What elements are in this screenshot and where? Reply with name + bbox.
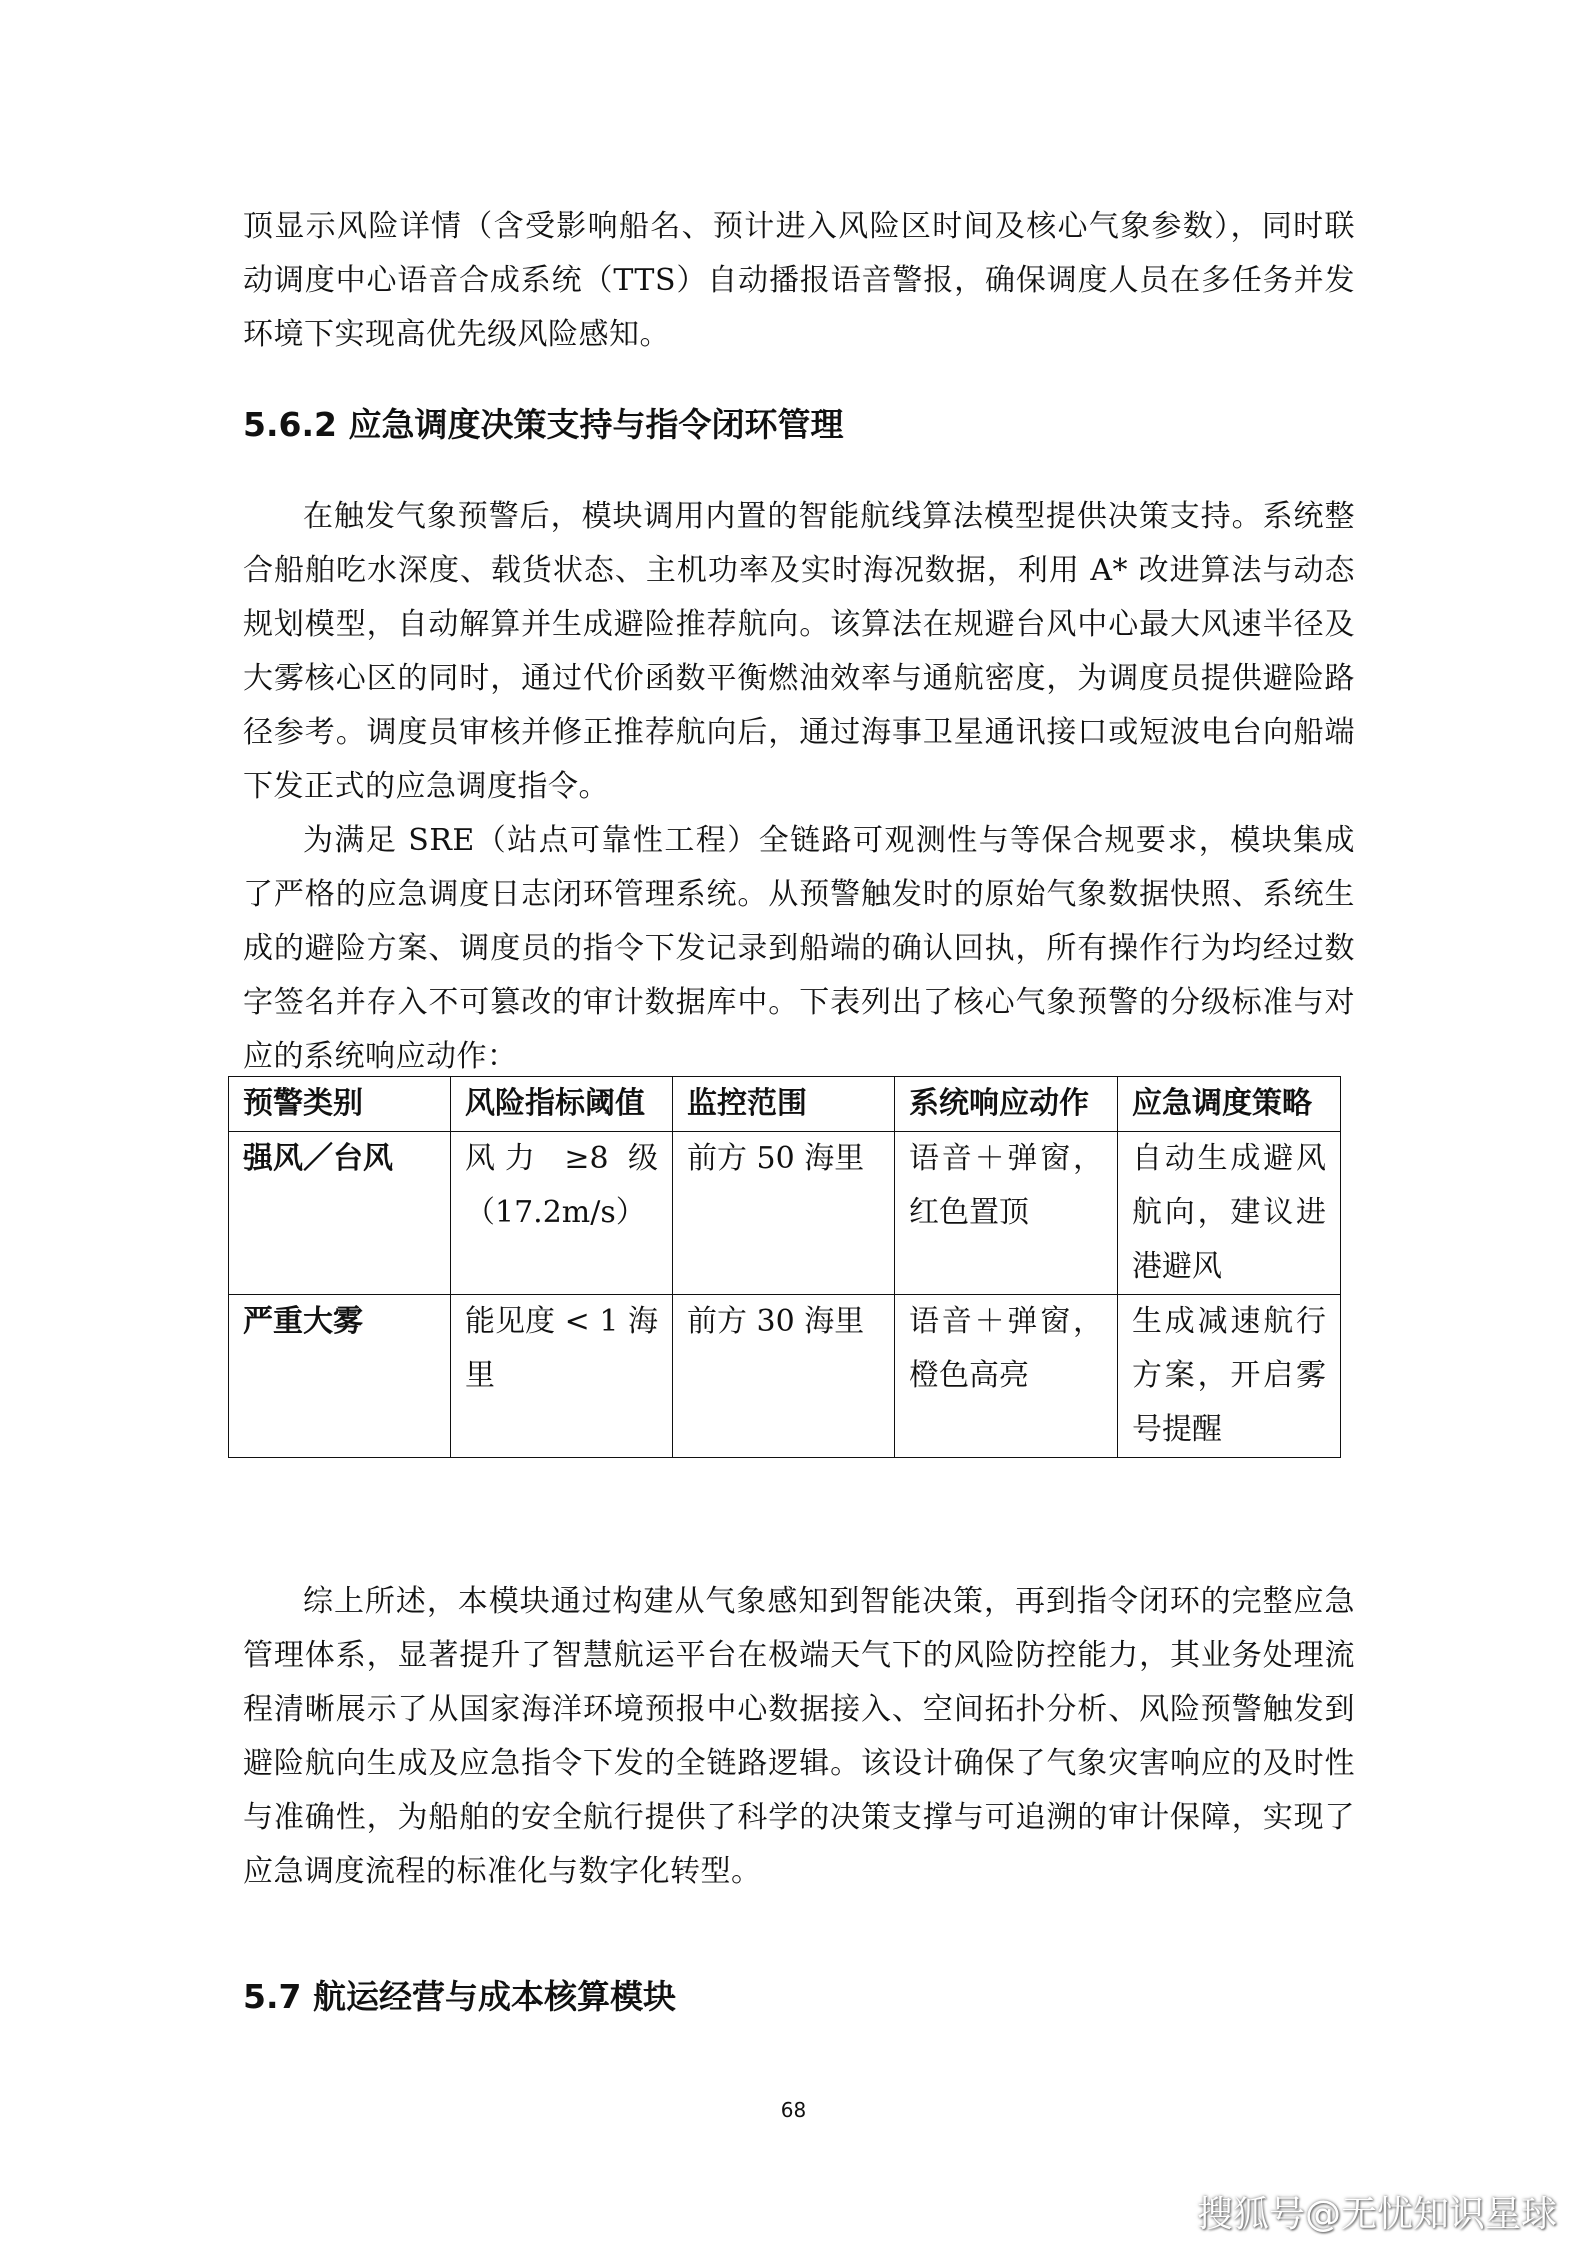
table-cell: 语音＋弹窗，橙色高亮 — [895, 1295, 1118, 1458]
table-header-cell: 监控范围 — [673, 1077, 895, 1132]
table-cell: 能见度 < 1 海里 — [451, 1295, 673, 1458]
table-cell-category: 强风／台风 — [229, 1132, 451, 1295]
table-cell: 生成减速航行方案，开启雾号提醒 — [1118, 1295, 1341, 1458]
paragraph-summary: 综上所述，本模块通过构建从气象感知到智能决策，再到指令闭环的完整应急管理体系，显著提升了智慧航运平台在极端天气下的风险防控能力，其业务处理流程清晰展示了从国家海洋环境预报中心数据接入、空间拓扑分析、风险预警触发到避险航向生成及应急指令下发的全链路逻辑。该设计确保了气象灾害响应的及时性与准确性，为船舶的安全航行提供了科学的决策支撑与可追溯的审计保障，实现了应急调度流程的标准化与数字化转型。 — [243, 1584, 1355, 1889]
table-cell-category: 严重大雾 — [229, 1295, 451, 1458]
paragraph-log-management: 为满足 SRE（站点可靠性工程）全链路可观测性与等保合规要求，模块集成了严格的应急调度日志闭环管理系统。从预警触发时的原始气象数据快照、系统生成的避险方案、调度员的指令下发记录到船端的确认回执，所有操作行为均经过数字签名并存入不可篡改的审计数据库中。下表列出了核心气象预警的分级标准与对应的系统响应动作： — [243, 823, 1355, 1074]
table-cell: 语音＋弹窗，红色置顶 — [895, 1132, 1118, 1295]
table-header-cell: 预警类别 — [229, 1077, 451, 1132]
table-cell: 前方 30 海里 — [673, 1295, 895, 1458]
table-row — [229, 1132, 1341, 1295]
watermark: 搜狐号@无忧知识星球 — [1196, 2194, 1557, 2235]
section-heading-5-7: 5.7 航运经营与成本核算模块 — [243, 1977, 676, 2016]
page-number: 68 — [780, 2098, 807, 2122]
table-header-cell: 应急调度策略 — [1118, 1077, 1341, 1132]
table-header-row — [229, 1077, 1341, 1132]
paragraph-decision-support: 在触发气象预警后，模块调用内置的智能航线算法模型提供决策支持。系统整合船舶吃水深度、载货状态、主机功率及实时海况数据，利用 A* 改进算法与动态规划模型，自动解算并生成避险推荐航向。该算法在规避台风中心最大风速半径及大雾核心区的同时，通过代价函数平衡燃油效率与通航密度，为调度员提供避险路径参考。调度员审核并修正推荐航向后，通过海事卫星通讯接口或短波电台向船端下发正式的应急调度指令。 — [243, 499, 1355, 804]
table-header-cell: 风险指标阈值 — [451, 1077, 673, 1132]
section-heading-5-6-2: 5.6.2 应急调度决策支持与指令闭环管理 — [243, 405, 844, 444]
table-cell: 风力 ≥8 级（17.2m/s） — [451, 1132, 673, 1295]
paragraph-continued: 顶显示风险详情（含受影响船名、预计进入风险区时间及核心气象参数），同时联动调度中心语音合成系统（TTS）自动播报语音警报，确保调度人员在多任务并发环境下实现高优先级风险感知。 — [243, 209, 1355, 352]
table-header-cell: 系统响应动作 — [895, 1077, 1118, 1132]
table-row — [229, 1295, 1341, 1458]
warning-level-table — [228, 1076, 1341, 1458]
table-cell: 自动生成避风航向，建议进港避风 — [1118, 1132, 1341, 1295]
table-cell: 前方 50 海里 — [673, 1132, 895, 1295]
